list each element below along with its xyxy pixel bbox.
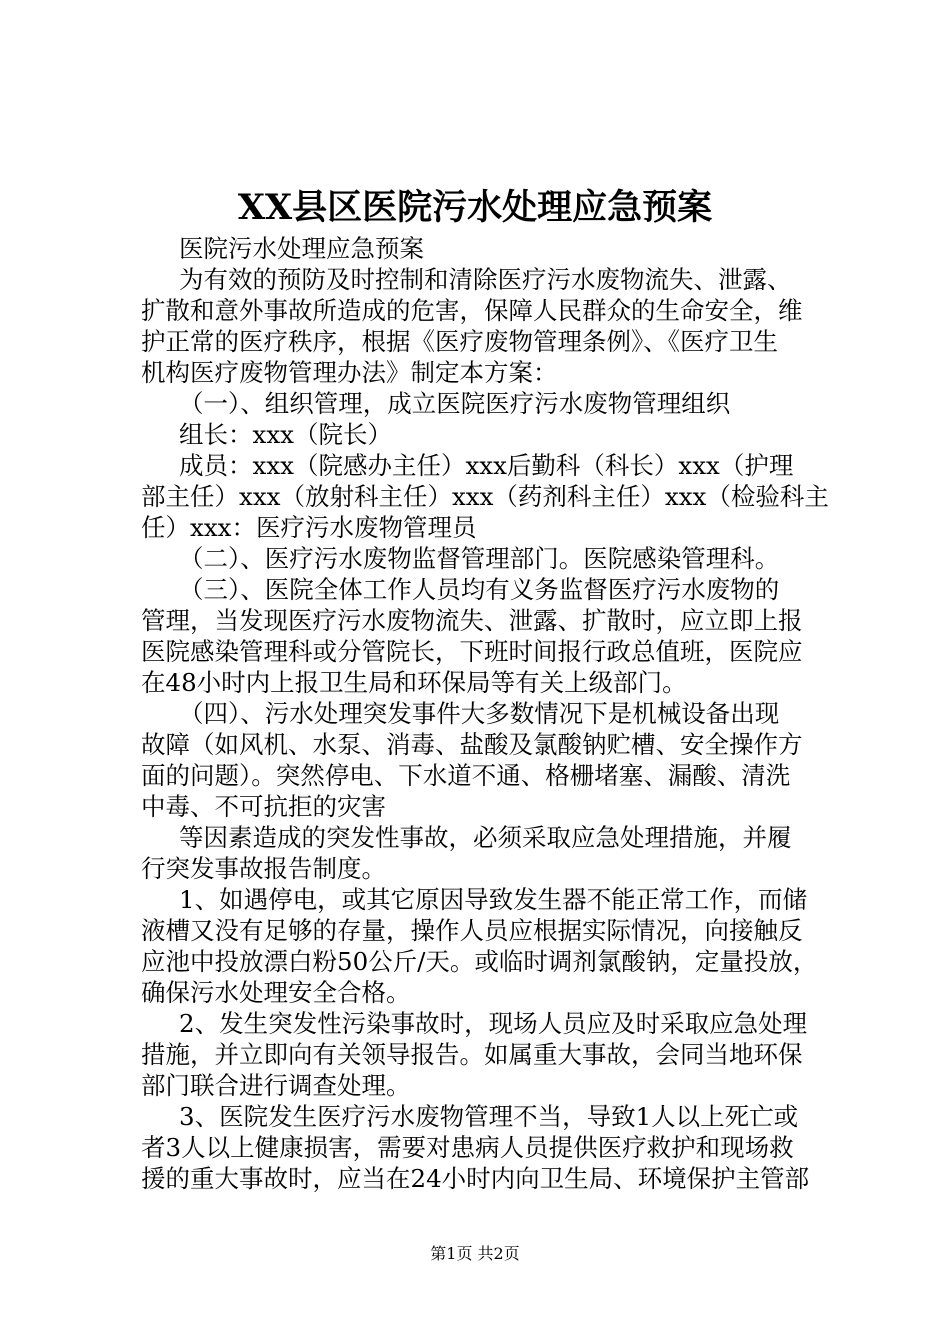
body-line: 等因素造成的突发性事故，必须采取应急处理措施，并履	[179, 823, 792, 852]
body-line: 行突发事故报告制度。	[141, 854, 386, 883]
body-line: 援的重大事故时，应当在24小时内向卫生局、环境保护主管部	[141, 1164, 810, 1193]
body-line: 中毒、不可抗拒的灾害	[141, 792, 386, 821]
body-line: 部门联合进行调查处理。	[141, 1071, 411, 1100]
body-line: 管理，当发现医疗污水废物流失、泄露、扩散时，应立即上报	[141, 606, 803, 635]
body-line: 扩散和意外事故所造成的危害，保障人民群众的生命安全，维	[141, 296, 803, 325]
body-line: （一）、组织管理，成立医院医疗污水废物管理组织	[179, 389, 731, 418]
body-line: 护正常的医疗秩序，根据《医疗废物管理条例》、《医疗卫生	[141, 327, 778, 356]
page-footer: 第1页 共2页	[430, 1244, 520, 1263]
body-line: 液槽又没有足够的存量，操作人员应根据实际情况，向接触反	[141, 916, 803, 945]
body-line: 在48小时内上报卫生局和环保局等有关上级部门。	[141, 668, 687, 697]
body-line: 故障（如风机、水泵、消毒、盐酸及氯酸钠贮槽、安全操作方	[141, 730, 803, 759]
body-line: 部主任）xxx（放射科主任）xxx（药剂科主任）xxx（检验科主	[141, 482, 829, 511]
body-line: （二）、医疗污水废物监督管理部门。医院感染管理科。	[179, 544, 780, 573]
body-line: 3、医院发生医疗污水废物管理不当，导致1人以上死亡或	[179, 1102, 799, 1131]
body-line: 2、发生突发性污染事故时，现场人员应及时采取应急处理	[179, 1009, 808, 1038]
body-line: 组长：xxx（院长）	[179, 420, 392, 449]
document-body	[141, 233, 838, 1194]
body-line: （三）、医院全体工作人员均有义务监督医疗污水废物的	[179, 575, 780, 604]
body-line: 医院感染管理科或分管院长，下班时间报行政总值班，医院应	[141, 637, 803, 666]
body-line: （四）、污水处理突发事件大多数情况下是机械设备出现	[179, 699, 780, 728]
body-line: 医院污水处理应急预案	[179, 234, 424, 263]
document-title: XX县区医院污水处理应急预案	[237, 187, 713, 228]
body-line: 者3人以上健康损害，需要对患病人员提供医疗救护和现场救	[141, 1133, 794, 1162]
body-line: 成员：xxx（院感办主任）xxx后勤科（科长）xxx（护理	[179, 451, 794, 480]
body-line: 机构医疗废物管理办法》制定本方案：	[141, 358, 558, 387]
body-line: 确保污水处理安全合格。	[141, 978, 411, 1007]
body-line: 应池中投放漂白粉50公斤/天。或临时调剂氯酸钠，定量投放，	[141, 947, 818, 976]
body-line: 为有效的预防及时控制和清除医疗污水废物流失、泄露、	[179, 265, 792, 294]
body-line: 面的问题）。突然停电、下水道不通、格栅堵塞、漏酸、清洗	[141, 761, 791, 790]
body-line: 1、如遇停电，或其它原因导致发生器不能正常工作，而储	[179, 885, 808, 914]
body-line: 任）xxx：医疗污水废物管理员	[141, 513, 477, 542]
body-line: 措施，并立即向有关领导报告。如属重大事故，会同当地环保	[141, 1040, 803, 1069]
